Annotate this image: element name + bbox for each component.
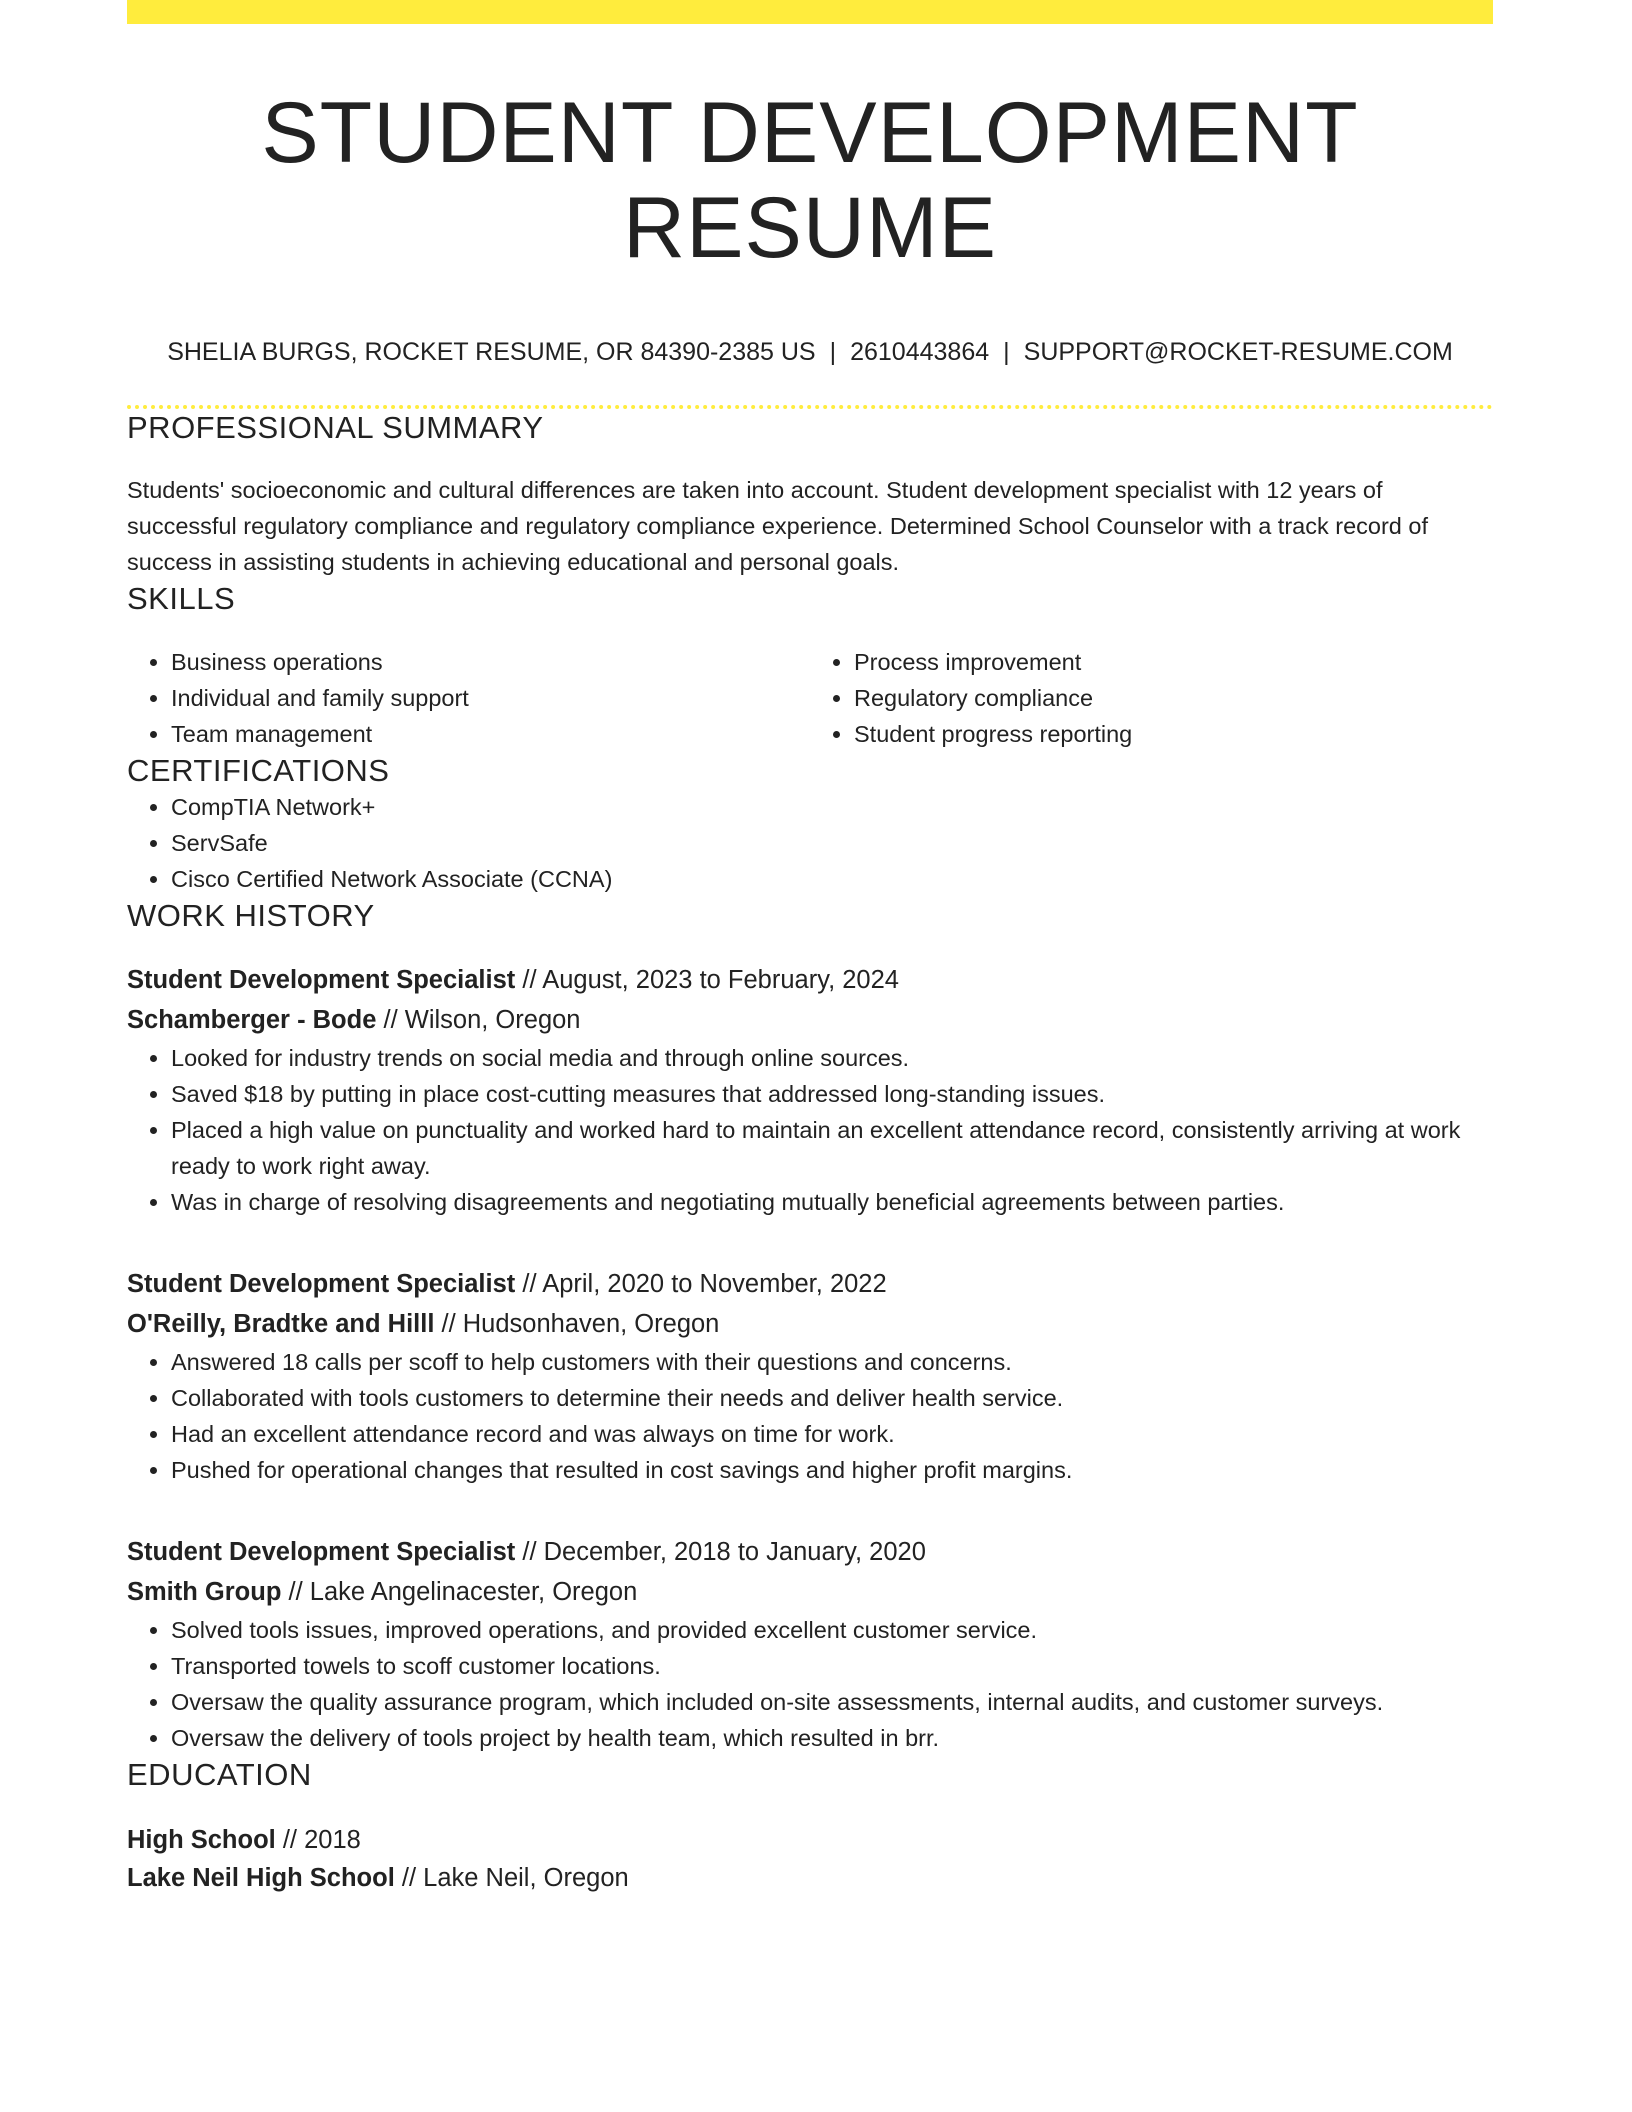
education-school-line [127,1859,1493,1897]
skill-item: • Business operations [171,644,810,680]
job-dates: // August, 2023 to February, 2024 [522,965,899,994]
education-degree-line [127,1821,1493,1859]
job-bullet: • Was in charge of resolving disagreements and negotiating mutually beneficial agreements between parties. [171,1184,1493,1220]
job-bullets [127,1344,1493,1488]
job-bullet: • Looked for industry trends on social media and through online sources. [171,1040,1493,1076]
contact-separator: | [829,338,837,367]
skill-item: • Regulatory compliance [854,680,1493,716]
job-bullet: • Transported towels to scoff customer locations. [171,1648,1493,1684]
job-bullets [127,1612,1493,1756]
job-bullet: • Had an excellent attendance record and was always on time for work. [171,1416,1493,1452]
summary-text: Students' socioeconomic and cultural differences are taken into account. Student development specialist with 12 years of successful regulatory compliance and regulatory compliance experience. Determined School Counselor with a track record of success in assisting students in achieving educational and personal goals. [127,477,1428,576]
contact-separator: | [1003,338,1010,367]
summary-heading: PROFESSIONAL SUMMARY [127,410,544,446]
certification-item: • Cisco Certified Network Associate (CCNA) [171,861,1493,897]
skills-list-left [127,644,810,752]
job-bullet: • Collaborated with tools customers to determine their needs and deliver health service. [171,1380,1493,1416]
education-school: Lake Neil High School [127,1864,395,1893]
job-bullets [127,1040,1493,1220]
education-year: // 2018 [282,1826,361,1855]
employer-location: // Wilson, Oregon [383,1005,581,1034]
job-title: Student Development Specialist [127,1537,516,1566]
resume-title: STUDENT DEVELOPMENT RESUME [261,85,1359,276]
certification-item: • ServSafe [171,825,1493,861]
job-title-line [127,1532,1493,1572]
job-title-line [127,1264,1493,1304]
job-dates: // December, 2018 to January, 2020 [522,1537,926,1566]
job-bullet: • Oversaw the quality assurance program, which included on-site assessments, internal audits, and customer surveys. [171,1684,1493,1720]
skills-grid [127,644,1493,752]
job-title-line [127,960,1493,1000]
work-history-heading: WORK HISTORY [127,897,375,933]
contact-phone: 2610443864 [850,338,990,367]
employer-name: Schamberger - Bode [127,1005,377,1034]
certifications-list [127,789,1493,897]
employer-line [127,1304,1493,1344]
skill-item: • Team management [171,716,810,752]
contact-email: SUPPORT@ROCKET-RESUME.COM [1023,338,1453,367]
education-degree: High School [127,1826,276,1855]
employer-line [127,1000,1493,1040]
skills-heading: SKILLS [127,581,236,617]
skill-item: • Process improvement [854,644,1493,680]
job-bullet: • Saved $18 by putting in place cost-cutting measures that addressed long-standing issues. [171,1076,1493,1112]
certification-item: • CompTIA Network+ [171,789,1493,825]
employer-location: // Lake Angelinacester, Oregon [288,1577,638,1606]
job-bullet: • Solved tools issues, improved operations, and provided excellent customer service. [171,1612,1493,1648]
job-dates: // April, 2020 to November, 2022 [522,1269,887,1298]
skill-item: • Individual and family support [171,680,810,716]
certifications-heading: CERTIFICATIONS [127,752,390,788]
job-bullet: • Oversaw the delivery of tools project by health team, which resulted in brr. [171,1720,1493,1756]
skill-item: • Student progress reporting [854,716,1493,752]
contact-line [127,337,1493,367]
job-bullet: • Placed a high value on punctuality and worked hard to maintain an excellent attendance record, consistently arriving at work ready to work right away. [171,1112,1493,1184]
job-title: Student Development Specialist [127,1269,516,1298]
top-accent-bar [127,0,1493,24]
skills-list-right [810,644,1493,752]
employer-line [127,1572,1493,1612]
job-bullet: • Answered 18 calls per scoff to help customers with their questions and concerns. [171,1344,1493,1380]
employer-location: // Hudsonhaven, Oregon [441,1309,720,1338]
contact-address: SHELIA BURGS, ROCKET RESUME, OR 84390-2385 US [167,338,816,367]
employer-name: O'Reilly, Bradtke and Hilll [127,1309,435,1338]
job-title: Student Development Specialist [127,965,516,994]
job-bullet: • Pushed for operational changes that resulted in cost savings and higher profit margins. [171,1452,1493,1488]
education-location: // Lake Neil, Oregon [401,1864,629,1893]
employer-name: Smith Group [127,1577,282,1606]
resume-page [127,0,1493,1897]
education-heading: EDUCATION [127,1756,312,1792]
